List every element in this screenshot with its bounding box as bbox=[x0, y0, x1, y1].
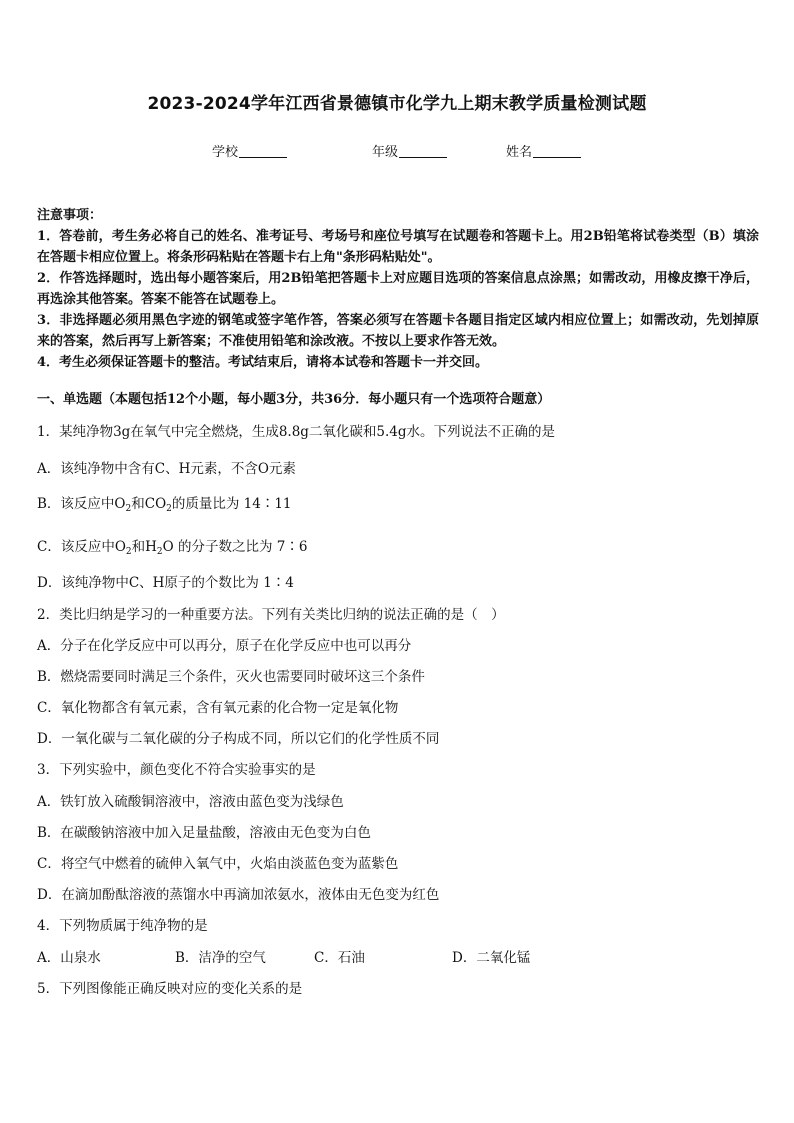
option-b-text-1: B．该反应中O bbox=[37, 496, 126, 512]
question-4-stem: 4．下列物质属于纯净物的是 bbox=[37, 918, 208, 934]
question-1-option-b[interactable] bbox=[37, 492, 292, 512]
option-b-text-2: 和CO bbox=[131, 496, 167, 512]
question-1-option-c[interactable] bbox=[37, 535, 307, 555]
option-b-text-3: 的质量比为 14∶11 bbox=[171, 496, 292, 512]
question-2-stem: 2．类比归纳是学习的一种重要方法。下列有关类比归纳的说法正确的是（ ） bbox=[37, 607, 505, 623]
name-blank[interactable] bbox=[533, 144, 581, 158]
subscript: 2 bbox=[166, 504, 172, 514]
page-title: 2023-2024学年江西省景德镇市化学九上期末教学质量检测试题 bbox=[147, 94, 647, 114]
question-3-option-b[interactable]: B．在碳酸钠溶液中加入足量盐酸，溶液由无色变为白色 bbox=[37, 825, 371, 841]
question-1-option-a[interactable]: A．该纯净物中含有C、H元素，不含O元素 bbox=[37, 461, 296, 477]
note-item: 4．考生必须保证答题卡的整洁。考试结束后，请将本试卷和答题卡一并交回。 bbox=[37, 355, 489, 370]
question-2-option-c[interactable]: C．氧化物都含有氧元素，含有氧元素的化合物一定是氧化物 bbox=[37, 700, 399, 716]
subscript: 2 bbox=[156, 547, 163, 557]
question-3-option-d[interactable]: D．在滴加酚酞溶液的蒸馏水中再滴加浓氨水，液体由无色变为红色 bbox=[37, 887, 440, 903]
question-4-options bbox=[37, 946, 757, 966]
question-1-option-d[interactable]: D．该纯净物中C、H原子的个数比为 1∶4 bbox=[37, 575, 294, 591]
subscript: 2 bbox=[125, 504, 132, 514]
question-2-option-d[interactable]: D．一氧化碳与二氧化碳的分子构成不同，所以它们的化学性质不同 bbox=[37, 731, 440, 747]
question-4-option-d[interactable]: D．二氧化锰 bbox=[452, 950, 531, 966]
option-c-text-2: 和H bbox=[131, 539, 157, 555]
question-4-option-b[interactable]: B．洁净的空气 bbox=[175, 950, 266, 966]
question-5-stem: 5．下列图像能正确反映对应的变化关系的是 bbox=[37, 981, 303, 997]
note-item: 3．非选择题必须用黑色字迹的钢笔或签字笔作答，答案必须写在答题卡各题目指定区域内相应位置上；如需改动，先划掉原来的答案，然后再写上新答案；不准使用铅笔和涂改液。不按以上要求作答无效。 bbox=[37, 313, 759, 349]
question-4-option-a[interactable]: A．山泉水 bbox=[37, 950, 101, 966]
grade-blank[interactable] bbox=[399, 144, 447, 158]
option-c-text-3: O 的分子数之比为 7∶6 bbox=[162, 539, 308, 555]
school-field bbox=[212, 141, 287, 160]
student-info-row bbox=[0, 141, 794, 159]
name-field bbox=[506, 141, 581, 160]
school-blank[interactable] bbox=[239, 144, 287, 158]
grade-label: 年级 bbox=[372, 145, 399, 160]
note-item: 2．作答选择题时，选出每小题答案后，用2B铅笔把答题卡上对应题目选项的答案信息点涂黑；如需改动，用橡皮擦干净后，再选涂其他答案。答案不能答在试题卷上。 bbox=[37, 271, 759, 307]
question-1-stem: 1．某纯净物3g在氧气中完全燃烧，生成8.8g二氧化碳和5.4g水。下列说法不正确的是 bbox=[37, 424, 556, 440]
question-2-option-a[interactable]: A．分子在化学反应中可以再分，原子在化学反应中也可以再分 bbox=[37, 638, 412, 654]
question-3-stem: 3．下列实验中，颜色变化不符合实验事实的是 bbox=[37, 762, 316, 778]
note-item: 1．答卷前，考生务必将自己的姓名、准考证号、考场号和座位号填写在试题卷和答题卡上。用2B铅笔将试卷类型（B）填涂在答题卡相应位置上。将条形码粘贴在答题卡右上角"条形码粘贴处"。 bbox=[37, 229, 759, 265]
question-3-option-a[interactable]: A．铁钉放入硫酸铜溶液中，溶液由蓝色变为浅绿色 bbox=[37, 794, 344, 810]
notes-heading: 注意事项： bbox=[37, 208, 103, 223]
question-3-option-c[interactable]: C．将空气中燃着的硫伸入氧气中，火焰由淡蓝色变为蓝紫色 bbox=[37, 856, 399, 872]
section-heading: 一、单选题（本题包括12个小题，每小题3分，共36分．每小题只有一个选项符合题意） bbox=[37, 392, 551, 407]
notes-block bbox=[37, 205, 759, 373]
grade-field bbox=[372, 141, 447, 160]
question-2-option-b[interactable]: B．燃烧需要同时满足三个条件，灭火也需要同时破坏这三个条件 bbox=[37, 669, 425, 685]
name-label: 姓名 bbox=[506, 145, 533, 160]
subscript: 2 bbox=[125, 547, 132, 557]
school-label: 学校 bbox=[212, 145, 239, 160]
option-c-text-1: C．该反应中O bbox=[37, 539, 126, 555]
question-4-option-c[interactable]: C．石油 bbox=[314, 950, 365, 966]
